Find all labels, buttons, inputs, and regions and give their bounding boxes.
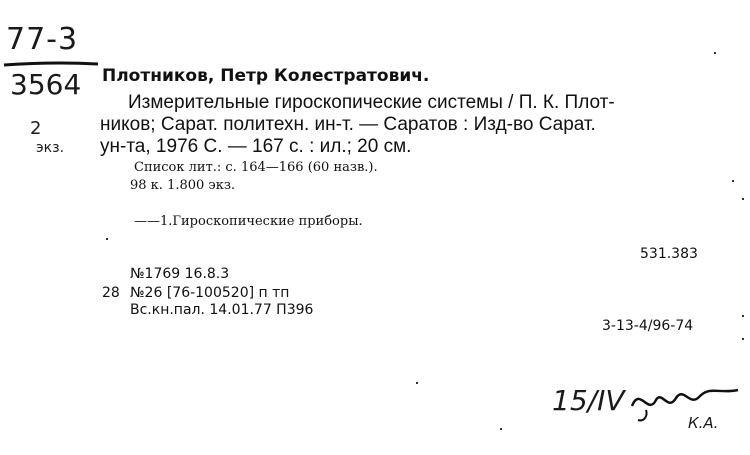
- subject-heading: ——1.Гироскопические приборы.: [134, 214, 363, 229]
- catalog-code: 3-13-4/96-74: [602, 318, 694, 334]
- price-and-run: 98 к. 1.800 экз.: [130, 178, 236, 193]
- copies-count: 2: [30, 118, 42, 139]
- scan-speck: [742, 198, 744, 200]
- card-number: №1769 16.8.3: [130, 266, 230, 282]
- title-line-1: Измерительные гироскопические системы / П. К. Плот-: [128, 92, 615, 113]
- title-line-3: ун-та, 1976 С. — 167 с. : ил.; 20 см.: [100, 136, 412, 157]
- shelf-mark-bottom: 3564: [10, 68, 82, 101]
- scan-speck: [500, 428, 502, 430]
- initials-note: К.А.: [688, 414, 719, 432]
- shelf-mark-top: 77-3: [6, 22, 79, 57]
- copies-label: экз.: [36, 140, 65, 156]
- signed-to-print: Вс.кн.пал. 14.01.77 П396: [130, 302, 314, 318]
- bibliography-note: Список лит.: с. 164—166 (60 назв.).: [134, 160, 378, 175]
- scan-speck: [742, 315, 744, 317]
- scan-speck: [714, 52, 716, 54]
- udc-number: 531.383: [640, 246, 698, 262]
- scan-speck: [106, 238, 108, 240]
- scan-speck: [742, 338, 744, 340]
- date-note: 15/IV: [552, 384, 625, 417]
- handwritten-signature: [626, 376, 746, 426]
- scan-speck: [416, 382, 418, 384]
- order-prefix: 28: [102, 285, 120, 301]
- scan-speck: [732, 180, 734, 182]
- order-info: №26 [76-100520] п тп: [130, 285, 290, 301]
- title-line-2: ников; Сарат. политехн. ин-т. — Саратов : Изд-во Сарат.: [100, 114, 596, 135]
- author-heading: Плотников, Петр Колестратович.: [102, 66, 430, 86]
